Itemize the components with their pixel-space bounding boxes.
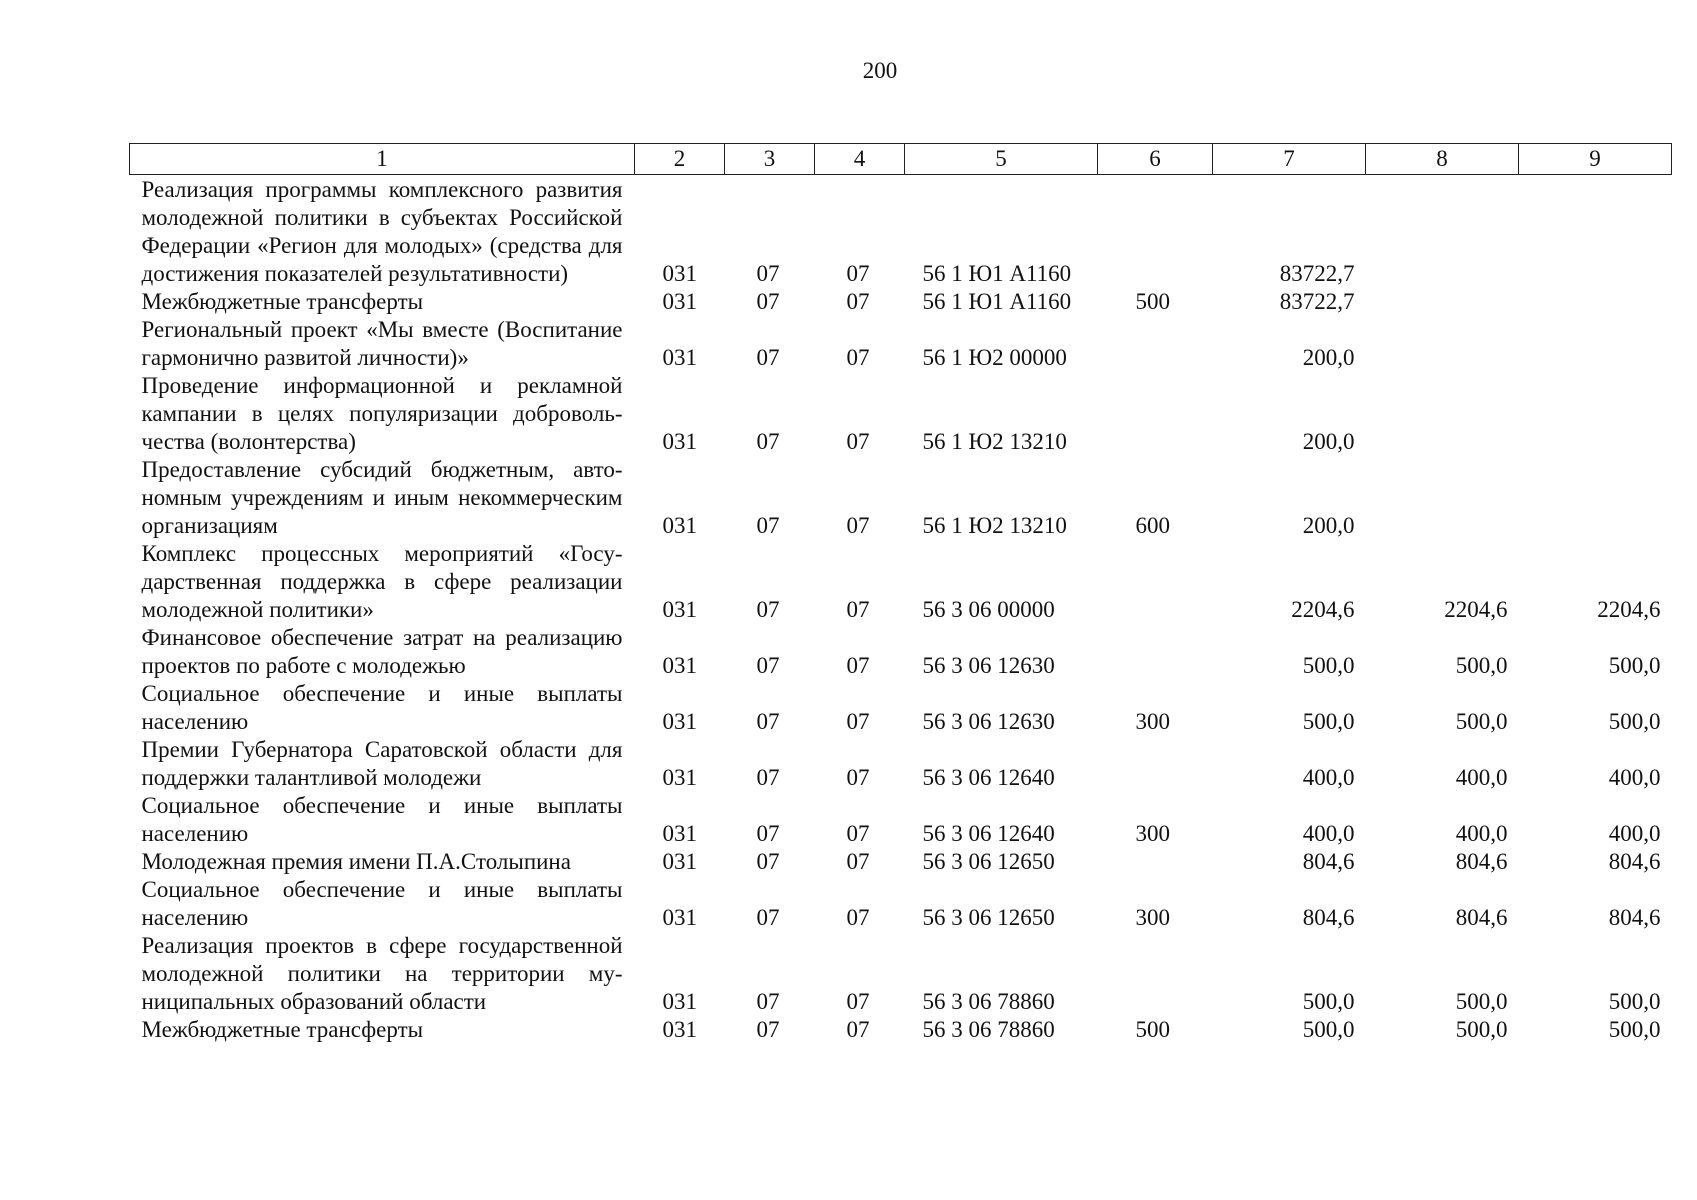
row-amount-col7: 200,0 xyxy=(1302,429,1355,454)
row-subsection-code: 07 xyxy=(846,653,870,678)
row-target-article: 56 1 Ю2 13210 xyxy=(922,513,1067,538)
row-subsection-code: 07 xyxy=(846,849,870,874)
row-name: Межбюджетные трансферты xyxy=(141,289,424,314)
row-amount-col9: 500,0 xyxy=(1608,709,1661,734)
row-grbs-code: 031 xyxy=(662,345,697,370)
row-subsection-code: 07 xyxy=(846,905,870,930)
row-expense-type xyxy=(1098,736,1213,792)
row-amount-col8: 400,0 xyxy=(1455,821,1508,846)
row-amount-col8 xyxy=(1366,316,1519,372)
row-amount-col9 xyxy=(1519,456,1672,540)
row-name: Межбюджетные трансферты xyxy=(141,1017,424,1042)
row-target-article: 56 3 06 78860 xyxy=(922,989,1055,1014)
row-target-article: 56 1 Ю1 А1160 xyxy=(922,261,1072,286)
header-col-9: 9 xyxy=(1519,144,1672,175)
row-grbs-code: 031 xyxy=(662,709,697,734)
row-section-code: 07 xyxy=(756,429,780,454)
row-amount-col7: 2204,6 xyxy=(1291,597,1355,622)
row-target-article: 56 3 06 12640 xyxy=(922,821,1055,846)
row-amount-col7: 500,0 xyxy=(1302,709,1355,734)
row-amount-col8: 500,0 xyxy=(1455,989,1508,1014)
table-row xyxy=(130,316,1672,372)
row-grbs-code: 031 xyxy=(662,905,697,930)
row-target-article: 56 3 06 12650 xyxy=(922,849,1055,874)
row-amount-col7: 500,0 xyxy=(1302,653,1355,678)
row-amount-col9 xyxy=(1519,316,1672,372)
row-grbs-code: 031 xyxy=(662,513,697,538)
table-row xyxy=(130,680,1672,736)
row-name: Социальное обеспечение и иные выплаты населению xyxy=(141,681,623,734)
row-expense-type: 500 xyxy=(1135,289,1170,314)
row-amount-col8: 500,0 xyxy=(1455,1017,1508,1042)
row-expense-type: 600 xyxy=(1135,513,1170,538)
row-subsection-code: 07 xyxy=(846,261,870,286)
table-row xyxy=(130,288,1672,316)
row-amount-col7: 400,0 xyxy=(1302,765,1355,790)
row-section-code: 07 xyxy=(756,653,780,678)
row-subsection-code: 07 xyxy=(846,597,870,622)
row-name: Предоставление субсидий бюджетным, автономным учреждениям и иным некоммерческим организациям xyxy=(141,457,623,538)
row-subsection-code: 07 xyxy=(846,765,870,790)
header-col-3: 3 xyxy=(725,144,815,175)
row-section-code: 07 xyxy=(756,821,780,846)
table-row xyxy=(130,456,1672,540)
row-section-code: 07 xyxy=(756,765,780,790)
header-col-6: 6 xyxy=(1098,144,1213,175)
table-row xyxy=(130,372,1672,456)
row-target-article: 56 3 06 12630 xyxy=(922,653,1055,678)
row-section-code: 07 xyxy=(756,709,780,734)
row-expense-type: 300 xyxy=(1135,905,1170,930)
row-subsection-code: 07 xyxy=(846,289,870,314)
row-amount-col7: 804,6 xyxy=(1302,849,1355,874)
row-amount-col9: 2204,6 xyxy=(1597,597,1661,622)
row-expense-type: 500 xyxy=(1135,1017,1170,1042)
row-amount-col8: 804,6 xyxy=(1455,905,1508,930)
row-amount-col9: 400,0 xyxy=(1608,765,1661,790)
row-amount-col7: 804,6 xyxy=(1302,905,1355,930)
row-amount-col9: 500,0 xyxy=(1608,653,1661,678)
row-amount-col9 xyxy=(1519,175,1672,289)
table-row xyxy=(130,540,1672,624)
header-col-2: 2 xyxy=(635,144,725,175)
row-expense-type xyxy=(1098,624,1213,680)
header-col-1: 1 xyxy=(130,144,635,175)
row-target-article: 56 3 06 00000 xyxy=(922,597,1055,622)
row-section-code: 07 xyxy=(756,513,780,538)
row-subsection-code: 07 xyxy=(846,513,870,538)
row-target-article: 56 1 Ю2 13210 xyxy=(922,429,1067,454)
row-grbs-code: 031 xyxy=(662,289,697,314)
row-name: Региональный проект «Мы вместе (Воспитание гармонично развитой личности)» xyxy=(141,317,623,370)
row-name: Молодежная премия имени П.А.Столыпина xyxy=(141,849,571,874)
row-grbs-code: 031 xyxy=(662,653,697,678)
row-grbs-code: 031 xyxy=(662,849,697,874)
row-name: Социальное обеспечение и иные выплаты населению xyxy=(141,877,623,930)
header-col-4: 4 xyxy=(815,144,905,175)
row-grbs-code: 031 xyxy=(662,1017,697,1042)
row-amount-col7: 500,0 xyxy=(1302,1017,1355,1042)
row-amount-col9: 400,0 xyxy=(1608,821,1661,846)
row-expense-type xyxy=(1098,540,1213,624)
row-amount-col7: 400,0 xyxy=(1302,821,1355,846)
row-name: Социальное обеспечение и иные выплаты населению xyxy=(141,793,623,846)
row-target-article: 56 3 06 78860 xyxy=(922,1017,1055,1042)
row-subsection-code: 07 xyxy=(846,821,870,846)
row-amount-col8: 400,0 xyxy=(1455,765,1508,790)
row-amount-col7: 500,0 xyxy=(1302,989,1355,1014)
row-amount-col8 xyxy=(1366,288,1519,316)
row-amount-col8: 2204,6 xyxy=(1444,597,1508,622)
row-amount-col9 xyxy=(1519,288,1672,316)
row-name: Реализация программы комплексного развития молодежной политики в субъектах Российской Федерации «Регион для молодых» (средства для достижения показателей результативности) xyxy=(141,177,623,286)
row-expense-type xyxy=(1098,175,1213,289)
row-amount-col7: 200,0 xyxy=(1302,345,1355,370)
row-subsection-code: 07 xyxy=(846,345,870,370)
row-expense-type xyxy=(1098,372,1213,456)
row-grbs-code: 031 xyxy=(662,989,697,1014)
table-row xyxy=(130,792,1672,848)
row-expense-type: 300 xyxy=(1135,709,1170,734)
page-number: 200 xyxy=(862,58,898,83)
row-section-code: 07 xyxy=(756,597,780,622)
row-amount-col8 xyxy=(1366,456,1519,540)
row-amount-col8: 500,0 xyxy=(1455,653,1508,678)
table-row xyxy=(130,1016,1672,1044)
row-subsection-code: 07 xyxy=(846,429,870,454)
row-grbs-code: 031 xyxy=(662,765,697,790)
row-amount-col8: 500,0 xyxy=(1455,709,1508,734)
row-section-code: 07 xyxy=(756,989,780,1014)
table-header-row xyxy=(130,144,1672,175)
row-target-article: 56 3 06 12650 xyxy=(922,905,1055,930)
row-amount-col8 xyxy=(1366,175,1519,289)
budget-table xyxy=(129,143,1672,1044)
row-target-article: 56 1 Ю2 00000 xyxy=(922,345,1067,370)
row-name: Комплекс процессных мероприятий «Государственная поддержка в сфере реализации молодежной политики» xyxy=(141,541,623,622)
row-expense-type xyxy=(1098,848,1213,876)
row-amount-col7: 83722,7 xyxy=(1279,261,1355,286)
table-row xyxy=(130,624,1672,680)
row-name: Реализация проектов в сфере государственной молодежной политики на территории муниципальных образований области xyxy=(141,933,623,1014)
row-section-code: 07 xyxy=(756,905,780,930)
row-amount-col9: 804,6 xyxy=(1608,905,1661,930)
row-subsection-code: 07 xyxy=(846,1017,870,1042)
row-section-code: 07 xyxy=(756,289,780,314)
row-section-code: 07 xyxy=(756,849,780,874)
header-col-8: 8 xyxy=(1366,144,1519,175)
row-name: Премии Губернатора Саратовской области для поддержки талантливой молодежи xyxy=(141,737,623,790)
row-section-code: 07 xyxy=(756,345,780,370)
row-subsection-code: 07 xyxy=(846,989,870,1014)
row-target-article: 56 3 06 12640 xyxy=(922,765,1055,790)
header-col-7: 7 xyxy=(1213,144,1366,175)
table-body xyxy=(130,175,1672,1045)
row-grbs-code: 031 xyxy=(662,821,697,846)
table-row xyxy=(130,175,1672,289)
row-grbs-code: 031 xyxy=(662,261,697,286)
table-row xyxy=(130,932,1672,1016)
table-row xyxy=(130,876,1672,932)
row-amount-col7: 200,0 xyxy=(1302,513,1355,538)
row-grbs-code: 031 xyxy=(662,429,697,454)
row-section-code: 07 xyxy=(756,1017,780,1042)
table-row xyxy=(130,848,1672,876)
row-amount-col8: 804,6 xyxy=(1455,849,1508,874)
row-expense-type xyxy=(1098,932,1213,1016)
row-expense-type xyxy=(1098,316,1213,372)
row-amount-col8 xyxy=(1366,372,1519,456)
row-name: Проведение информационной и рекламной кампании в целях популяризации добровольчества (волонтерства) xyxy=(141,373,623,454)
row-subsection-code: 07 xyxy=(846,709,870,734)
row-section-code: 07 xyxy=(756,261,780,286)
row-amount-col7: 83722,7 xyxy=(1279,289,1355,314)
row-amount-col9 xyxy=(1519,372,1672,456)
header-col-5: 5 xyxy=(905,144,1098,175)
table-row xyxy=(130,736,1672,792)
row-grbs-code: 031 xyxy=(662,597,697,622)
row-expense-type: 300 xyxy=(1135,821,1170,846)
row-target-article: 56 1 Ю1 А1160 xyxy=(922,289,1072,314)
row-amount-col9: 804,6 xyxy=(1608,849,1661,874)
row-amount-col9: 500,0 xyxy=(1608,1017,1661,1042)
row-name: Финансовое обеспечение затрат на реализацию проектов по работе с молодежью xyxy=(141,625,623,678)
row-amount-col9: 500,0 xyxy=(1608,989,1661,1014)
row-target-article: 56 3 06 12630 xyxy=(922,709,1055,734)
